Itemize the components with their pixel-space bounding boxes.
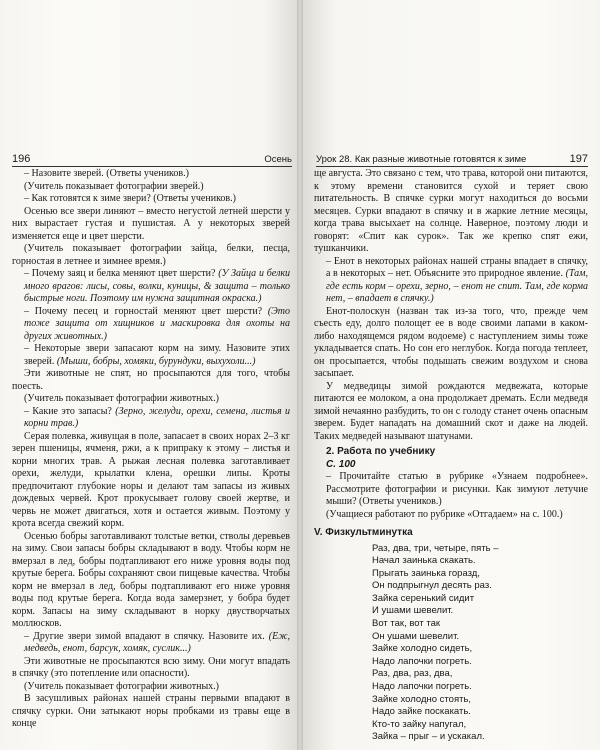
book-gutter [297, 0, 303, 750]
paragraph [12, 531, 290, 631]
paragraph [12, 431, 290, 531]
text-run: – Назовите зверей. (Ответы учеников.) [24, 168, 189, 179]
poem-line: Кто-то зайку напугал, [372, 718, 467, 730]
paragraph [12, 193, 290, 206]
paragraph [12, 393, 290, 406]
text-run: – Енот в некоторых районах нашей страны впадает в спячку, а в некоторых – нет. Объясните это природное явление. [326, 255, 588, 279]
text-run: – Другие звери зимой впадают в спячку. Назовите их. [24, 630, 269, 642]
italic-answer: (У Зайца и белки много врагов: лисы, совы, волки, куницы, & защита – только быстрые ноги. Поэтому им нужна защитная окраска.) [24, 268, 291, 304]
exercise-poem [372, 543, 588, 745]
text-run: – Как готовятся к зиме звери? (Ответы учеников.) [24, 193, 236, 204]
text-run: – Почему песец и горностай меняют цвет шерсти? [24, 305, 268, 317]
text-run: Эти животные не спят, но просыпаются для того, чтобы поесть. [12, 368, 290, 392]
section-heading-textbook: 2. Работа по учебнику [326, 446, 436, 457]
right-page-header [316, 152, 588, 167]
italic-answer: (Еж, медведь, енот, барсук, хомяк, суслик...) [24, 630, 290, 654]
left-running-title: Осень [264, 154, 292, 165]
section-subheading-page: С. 100 [326, 458, 356, 470]
text-run: (Учитель показывает фотографии зайца, белки, песца, горностая в летнее и зимнее время.) [12, 243, 290, 267]
poem-line: Зайка – прыг – и ускакал. [372, 731, 485, 743]
text-run: Осенью бобры заготавливают толстые ветки, стволы деревьев на зиму. Свои запасы бобры складывают в воду. Чтобы корм не вмерзал в лед, бобры подтапливают его ниже уровня воды под крутые берега. Бобры сохраняют свои пищевые качества. Чтобы корм не вмерзал в лед, бобры подтапливают его ниже уровня воды под крутые берега. Когда вода замерзнет, у бобра будет корм. Запасы на зиму складывают в норку двустворчатых моллюсков. [12, 530, 290, 629]
text-run: Енот-полоскун (назван так из-за того, что, прежде чем съесть еду, долго полощет ее в воде своими лапами в каком-либо находящемся рядом водоеме) с наступлением зимы тоже укладывается спать. Но сон его неглубок. Когда погода теплеет, он просыпается, чтобы подышать свежим воздухом и снова засыпает. [314, 305, 588, 379]
paragraph [12, 368, 290, 393]
paragraph [12, 268, 290, 306]
right-page [300, 0, 600, 750]
text-run: – Какие это запасы? [24, 405, 116, 417]
italic-answer: (Там, где есть корм – орехи, зерно, – енот не спит. Там, где корма нет, – впадает в спячку.) [326, 268, 588, 304]
section-heading-exercise: V. Физкультминутка [314, 527, 413, 538]
paragraph [12, 243, 290, 268]
paragraph [12, 181, 290, 194]
text-run: – Почему заяц и белка меняют цвет шерсти? [24, 268, 219, 279]
paragraph [12, 206, 290, 244]
right-page-body [314, 168, 588, 744]
poem-line: И ушами шевелит. [372, 605, 454, 617]
poem-line: Вот так, вот так [372, 618, 441, 630]
text-run: ще августа. Это связано с тем, что трава, которой они питаются, к этому времени становится сухой и теряет свою питательность. В спячке сурки могут находиться до восьми месяцев. Сурки впадают в спячку и в жаркие летние месяцы, когда трава высыхает на солнце. Наверное, поэтому люди и говорят: «Спит как сурок». Так же крепко спят ежи, тушканчики. [314, 168, 588, 254]
poem-line: Прыгать заинька горазд, [372, 567, 480, 579]
text-run: (Учитель показывает фотографии животных.) [24, 680, 220, 692]
poem-line: Зайка серенький сидит [372, 592, 475, 604]
text-run: (Учитель показывает фотографии зверей.) [24, 180, 204, 192]
text-run: (Учитель показывает фотографии животных.) [24, 393, 220, 404]
paragraph [314, 256, 588, 306]
paragraph [12, 681, 290, 694]
italic-answer: (Мыши, бобры, хомяки, бурундуки, выхухоли...) [56, 355, 256, 367]
poem-line: Раз, два, три, четыре, пять – [372, 542, 499, 554]
left-page-header [12, 152, 292, 167]
poem-line: Надо лапочки погреть. [372, 681, 472, 693]
paragraph [12, 168, 290, 181]
textbook-task: – Прочитайте статью в рубрике «Узнаем подробнее». Рассмотрите фотографии и рисунки. Как зимуют летучие мыши? (Ответы учеников.) [326, 471, 588, 507]
text-run: – Некоторые звери запасают корм на зиму. Назовите этих зверей. [24, 343, 290, 367]
right-paragraphs [314, 168, 588, 443]
text-run: Эти животные не просыпаются всю зиму. Они могут впадать в спячку (это потепление или опасности). [12, 655, 290, 679]
right-running-title: Урок 28. Как разные животные готовятся к зиме [316, 154, 527, 165]
paragraph [12, 656, 290, 681]
paragraph [12, 631, 290, 656]
poem-line: Он ушами шевелит. [372, 630, 460, 642]
paragraph [314, 381, 588, 444]
left-page-number: 196 [12, 153, 31, 165]
paragraph [12, 306, 290, 344]
poem-line: Начал заинька скакать. [372, 555, 476, 567]
paragraph [314, 168, 588, 256]
text-run: У медведицы зимой рождаются медвежата, которые питаются ее молоком, а она продолжает дремать. Если медведя зимой нечаянно разбудить, то он с голоду станет очень опасным зверем. Будет нападать на домашний скот и даже на людей. Таких медведей называют шатунами. [314, 380, 588, 442]
textbook-note: (Учащиеся работают по рубрике «Отгадаем» на с. 100.) [326, 508, 563, 520]
poem-line: Он подпрыгнул десять раз. [372, 580, 492, 592]
poem-line: Зайке холодно стоять, [372, 693, 472, 705]
italic-answer: (Это тоже защита от хищников и маскировка для охоты на других животных.) [24, 305, 290, 342]
italic-answer: (Зерно, желуди, орехи, семена, листья и корни трав.) [24, 405, 290, 429]
paragraph [12, 693, 290, 731]
right-page-number: 197 [569, 153, 588, 165]
text-run: В засушливых районах нашей страны первыми впадают в спячку сурки. Они затыкают норы пробками из травы еще в конце [12, 693, 290, 729]
paragraph [12, 343, 290, 368]
paragraph [314, 306, 588, 381]
poem-line: Надо лапочки погреть. [372, 655, 472, 667]
text-run: Осенью все звери линяют – вместо негустой летней шерсти у них вырастает густая и пушистая. А у некоторых зверей изменяется еще и цвет шерсти. [12, 205, 290, 242]
left-page-body [12, 168, 290, 731]
paragraph [12, 406, 290, 431]
poem-line: Раз, два, раз, два, [372, 668, 453, 680]
poem-line: Надо зайке поскакать. [372, 706, 471, 718]
text-run: Серая полевка, живущая в поле, запасает в своих норах 2–3 кг зерен пшеницы, ячменя, ржи, а к припраку к этому – листья и корни многих трав. А рыжая лесная полевка заготавливает орехи, желуди, крылатки клена, орешки липы. Кроты предпочитают глубокие норы и делают там запасы из живых дождевых червей. Крот прокусывает голову своей жертве, и червь не может двигаться, хотя и остается живым. Поэтому у крота всегда свежий корм. [12, 430, 290, 529]
poem-line: Зайке холодно сидеть, [372, 643, 473, 655]
